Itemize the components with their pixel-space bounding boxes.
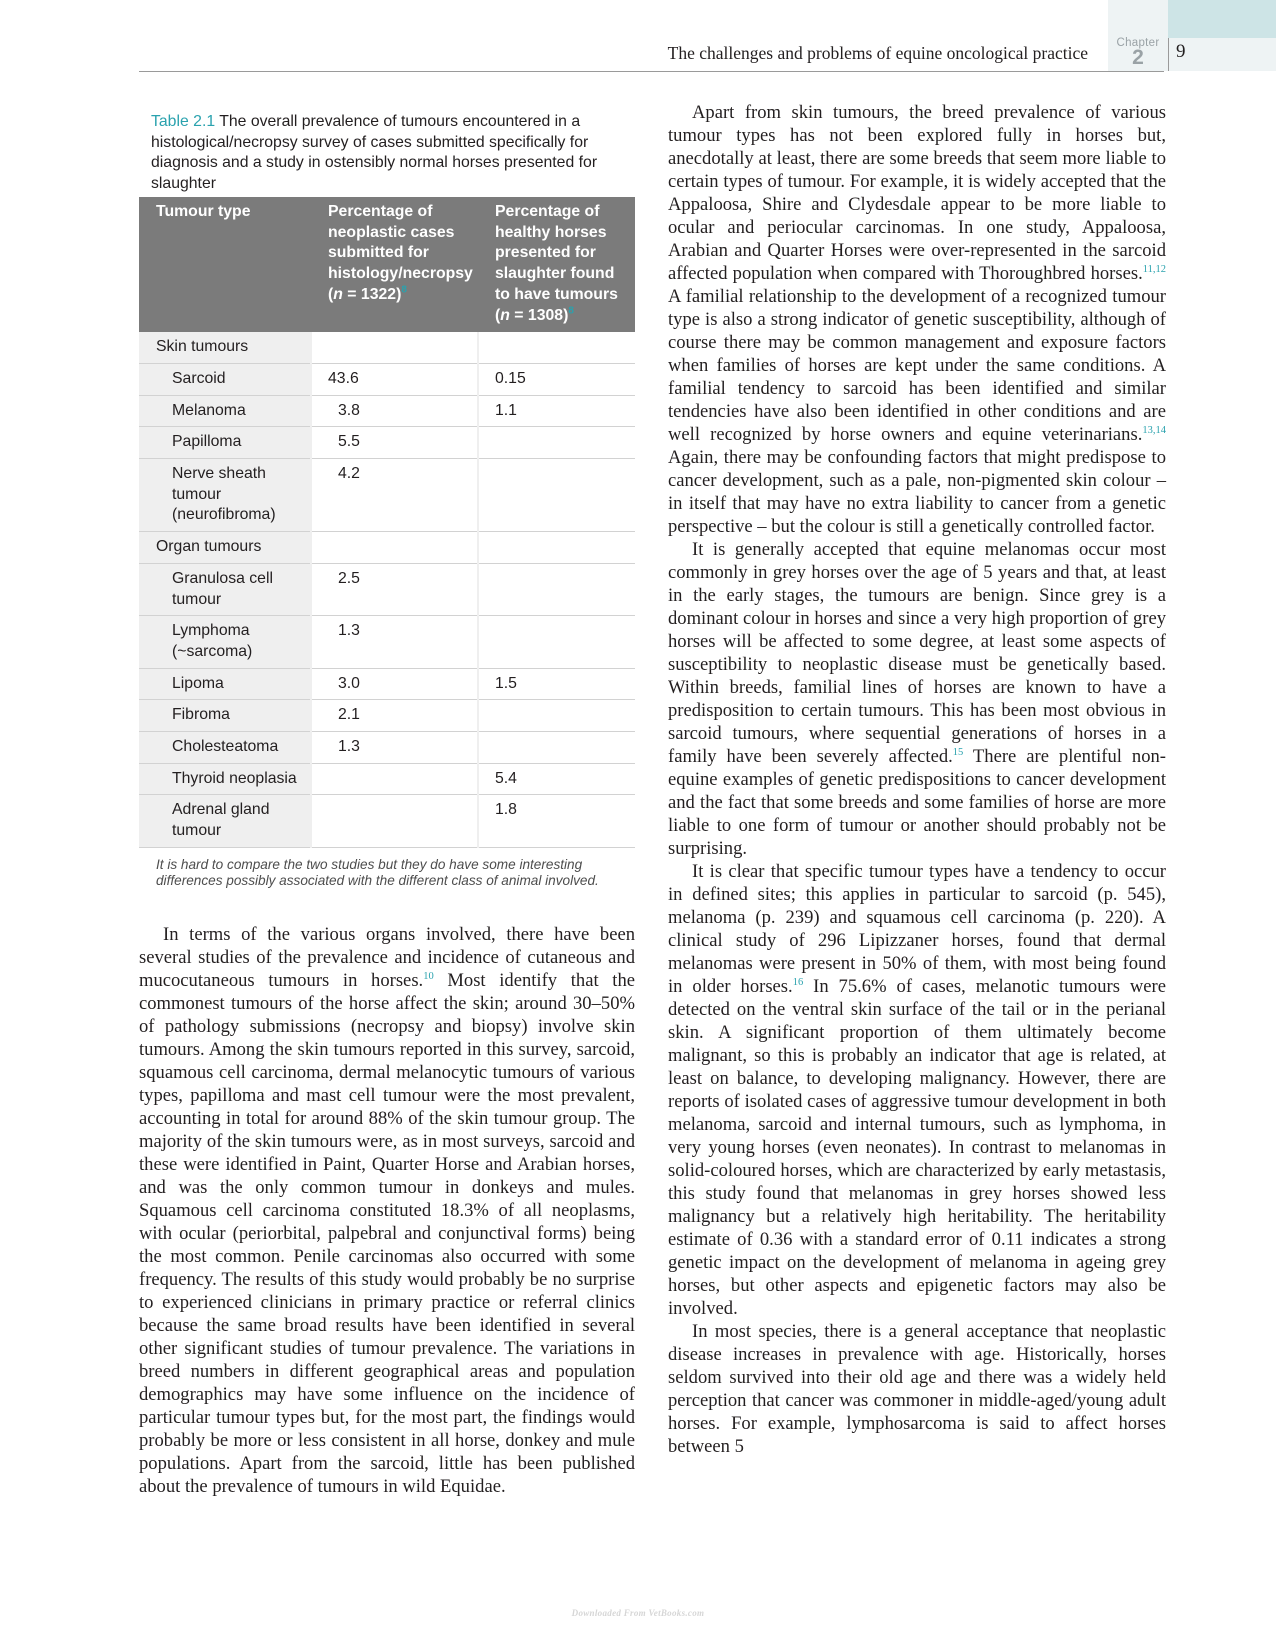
group-blank-cell: [311, 332, 478, 363]
paragraph-text: Apart from skin tumours, the breed prevalence of various tumour types has not been explored fully in horses but, anecdotally at least, there are some breeds that seem more liable to certain types of tumour. For example, it is widely accepted that the Appaloosa, Shire and Clydesdale appear to be more liable to ocular and periocular carcinomas. In one study, Appaloosa, Arabian and Quarter Horses were over-represented in the sarcoid affected population when compared with Thoroughbred horses.: [668, 102, 1166, 284]
table-header-row: [139, 197, 635, 332]
slaughter-cell: [478, 732, 635, 764]
tumour-type-cell: Lipoma: [139, 668, 311, 700]
left-column-text: [139, 923, 635, 1498]
citation-ref[interactable]: 10: [423, 970, 434, 982]
table-row: [139, 732, 635, 764]
table-caption: [139, 112, 635, 194]
paragraph: [668, 860, 1166, 1320]
histology-cell: 1.3: [311, 732, 478, 764]
paragraph-text: A familial relationship to the development of a recognized tumour type is also a strong indicator of genetic susceptibility, although of course there may be common management and exposure factors when families of horses are kept under the same conditions. A familial tendency to sarcoid has been identified and similar tendencies have also been identified in other conditions and are well recognized by horse owners and equine veterinarians.: [668, 286, 1166, 445]
citation-ref[interactable]: 13,14: [1142, 424, 1166, 436]
header-slaughter-n: n: [500, 306, 510, 324]
slaughter-cell: [478, 563, 635, 615]
paragraph-text: In terms of the various organs involved, there have been several studies of the prevalence and incidence of cutaneous and mucocutaneous tumours in horses.: [139, 924, 635, 991]
tumour-type-cell: Thyroid neoplasia: [139, 763, 311, 795]
group-blank-cell: [478, 332, 635, 363]
group-blank-cell: [311, 532, 478, 564]
histology-cell: 1.3: [311, 616, 478, 668]
header-slaughter: [478, 197, 635, 332]
paragraph-text: It is clear that specific tumour types have a tendency to occur in defined sites; this applies in particular to sarcoid (p. 545), melanoma (p. 239) and squamous cell carcinoma (p. 220). A clinical study of 296 Lipizzaner horses, found that dermal melanomas were present in 50% of them, with most being found in older horses.: [668, 861, 1166, 997]
header-histology: [311, 197, 478, 332]
paragraph-text: Most identify that the commonest tumours of the horse affect the skin; around 30–50% of pathology submissions (necropsy and biopsy) involve skin tumours. Among the skin tumours reported in this survey, sarcoid, squamous cell carcinoma, dermal melanocytic tumours of various types, papilloma and mast cell tumour were the most prevalent, accounting in total for around 88% of the skin tumour group. The majority of the skin tumours were, as in most surveys, sarcoid and these were identified in Paint, Quarter Horse and Arabian horses, and was the only common tumour in donkeys and mules. Squamous cell carcinoma constituted 18.3% of all neoplasms, with ocular (periorbital, palpebral and conjunctival forms) being the most common. Penile carcinomas also occurred with some frequency. The results of this study would probably be no surprise to experienced clinicians in primary practice or referral clinics because the same broad results have been identified in several other significant studies of tumour prevalence. The variations in breed numbers in different geographical areas and population demographics may have some influence on the incidence of particular tumour types but, for the most part, the findings would probably be more or less consistent in all horse, donkey and mule populations. Apart from the sarcoid, little has been published about the prevalence of tumours in wild Equidae.: [139, 970, 635, 1497]
table-row: [139, 668, 635, 700]
table-row: [139, 427, 635, 459]
group-row-skin: [139, 332, 635, 363]
paragraph: [139, 923, 635, 1498]
table-row: [139, 563, 635, 615]
slaughter-cell: 1.5: [478, 668, 635, 700]
header-slaughter-tail: = 1308): [509, 306, 569, 324]
running-head: The challenges and problems of equine oncological practice: [667, 43, 1088, 63]
histology-cell: 4.2: [311, 459, 478, 532]
paragraph-text: It is generally accepted that equine melanomas occur most commonly in grey horses over the age of 5 years and that, at least in the early stages, the tumours are benign. Since grey is a dominant colour in horses and since a very high proportion of grey horses will be affected to some degree, at least some aspects of susceptibility to neoplastic disease must be genetically based. Within breeds, familial lines of horses are known to have a predisposition to certain tumours. This has been most obvious in sarcoid tumours, where sequential generations of horses in a family have been severely affected.: [668, 539, 1166, 767]
histology-cell: [311, 763, 478, 795]
table-row: [139, 763, 635, 795]
slaughter-cell: [478, 427, 635, 459]
table-caption-number: Table 2.1: [151, 113, 216, 130]
tumour-type-cell: Adrenal gland tumour: [139, 795, 311, 847]
header-histology-n: n: [333, 285, 343, 303]
chapter-number: 2: [1132, 46, 1144, 69]
group-blank-cell: [478, 532, 635, 564]
page-number: 9: [1176, 41, 1186, 62]
prevalence-table: [139, 197, 635, 848]
histology-cell: 2.1: [311, 700, 478, 732]
header-slaughter-text: Percentage of healthy horses presented for slaughter found to have tumours (: [495, 203, 618, 324]
table-row: [139, 616, 635, 668]
slaughter-cell: 1.1: [478, 395, 635, 427]
group-label: Organ tumours: [139, 532, 311, 564]
slaughter-cell: 0.15: [478, 363, 635, 395]
tumour-type-cell: Papilloma: [139, 427, 311, 459]
tumour-type-cell: Cholesteatoma: [139, 732, 311, 764]
paragraph-text: Again, there may be confounding factors that might predispose to cancer development, such as a pale, non-pigmented skin colour – in itself that may have no extra liability to cancer from a genetic perspective – but the colour is still a genetically controlled factor.: [668, 447, 1166, 537]
paragraph-text: In most species, there is a general acceptance that neoplastic disease increases in prevalence with age. Historically, horses seldom survived into their old age and there was a widely held perception that cancer was commoner in middle-aged/young adult horses. For example, lymphosarcoma is said to affect horses between 5: [668, 1321, 1166, 1457]
table-caption-text: The overall prevalence of tumours encountered in a histological/necropsy survey of cases submitted specifically for diagnosis and a study in ostensibly normal horses presented for slaughter: [151, 113, 598, 192]
table-block: [139, 112, 635, 890]
table-row: [139, 363, 635, 395]
header-histology-text: Percentage of neoplastic cases submitted for histology/necropsy (: [328, 203, 473, 303]
tumour-type-cell: Nerve sheath tumour (neurofibroma): [139, 459, 311, 532]
slaughter-cell: [478, 616, 635, 668]
paragraph: [668, 101, 1166, 538]
header-slaughter-ref[interactable]: 8: [568, 305, 574, 317]
paragraph-text: In 75.6% of cases, melanotic tumours were detected on the ventral skin surface of the tail or in the perianal skin. A significant proportion of them ultimately become malignant, so this is probably an indicator that age is related, at least on balance, to developing malignancy. However, there are reports of isolated cases of aggressive tumour development in both melanoma, sarcoid and internal tumours, such as lymphoma, in very young horses (even neonates). In contrast to melanomas in solid-coloured horses, which are characterized by early metastasis, this study found that melanomas in grey horses showed less malignancy but a relatively high heritability. The heritability estimate of 0.36 with a standard error of 0.11 indicates a strong genetic impact on the development of melanoma in ageing grey horses, but other aspects and epigenetic factors may also be involved.: [668, 976, 1167, 1319]
table-row: [139, 700, 635, 732]
histology-cell: [311, 795, 478, 847]
citation-ref[interactable]: 16: [792, 976, 804, 988]
header-rule: [139, 71, 1164, 72]
table-row: [139, 459, 635, 532]
paragraph: [668, 538, 1166, 860]
right-column-text: [668, 101, 1166, 1458]
table-row: [139, 795, 635, 847]
paragraph: [668, 1320, 1166, 1458]
citation-ref[interactable]: 11,12: [1142, 263, 1166, 275]
group-row-organ: [139, 532, 635, 564]
slaughter-cell: [478, 700, 635, 732]
histology-cell: 3.0: [311, 668, 478, 700]
histology-cell: 3.8: [311, 395, 478, 427]
tumour-type-cell: Granulosa cell tumour: [139, 563, 311, 615]
table-footnote: It is hard to compare the two studies but they do have some interesting differences possibly associated with the different class of animal involved.: [156, 856, 599, 889]
header-tumour-type: Tumour type: [139, 197, 311, 332]
histology-cell: 2.5: [311, 563, 478, 615]
footer-watermark: Downloaded From VetBooks.com: [571, 1608, 705, 1618]
slaughter-cell: 1.8: [478, 795, 635, 847]
tumour-type-cell: Melanoma: [139, 395, 311, 427]
histology-cell: 43.6: [311, 363, 478, 395]
slaughter-cell: 5.4: [478, 763, 635, 795]
group-label: Skin tumours: [139, 332, 311, 363]
histology-cell: 5.5: [311, 427, 478, 459]
chapter-label: Chapter: [1116, 37, 1160, 49]
tumour-type-cell: Lymphoma (~sarcoma): [139, 616, 311, 668]
tumour-type-cell: Fibroma: [139, 700, 311, 732]
paragraph-text: There are plentiful non-equine examples of genetic predispositions to cancer development and the fact that some breeds and some families of horse are more liable to one form of tumour or another should probably not be surprising.: [668, 746, 1166, 859]
tumour-type-cell: Sarcoid: [139, 363, 311, 395]
citation-ref[interactable]: 15: [952, 746, 964, 758]
slaughter-cell: [478, 459, 635, 532]
tab-divider: [1168, 38, 1169, 71]
chapter-tab-accent: [1168, 0, 1276, 38]
header-histology-ref[interactable]: 8: [401, 284, 407, 296]
header-histology-tail: = 1322): [342, 285, 402, 303]
table-row: [139, 395, 635, 427]
